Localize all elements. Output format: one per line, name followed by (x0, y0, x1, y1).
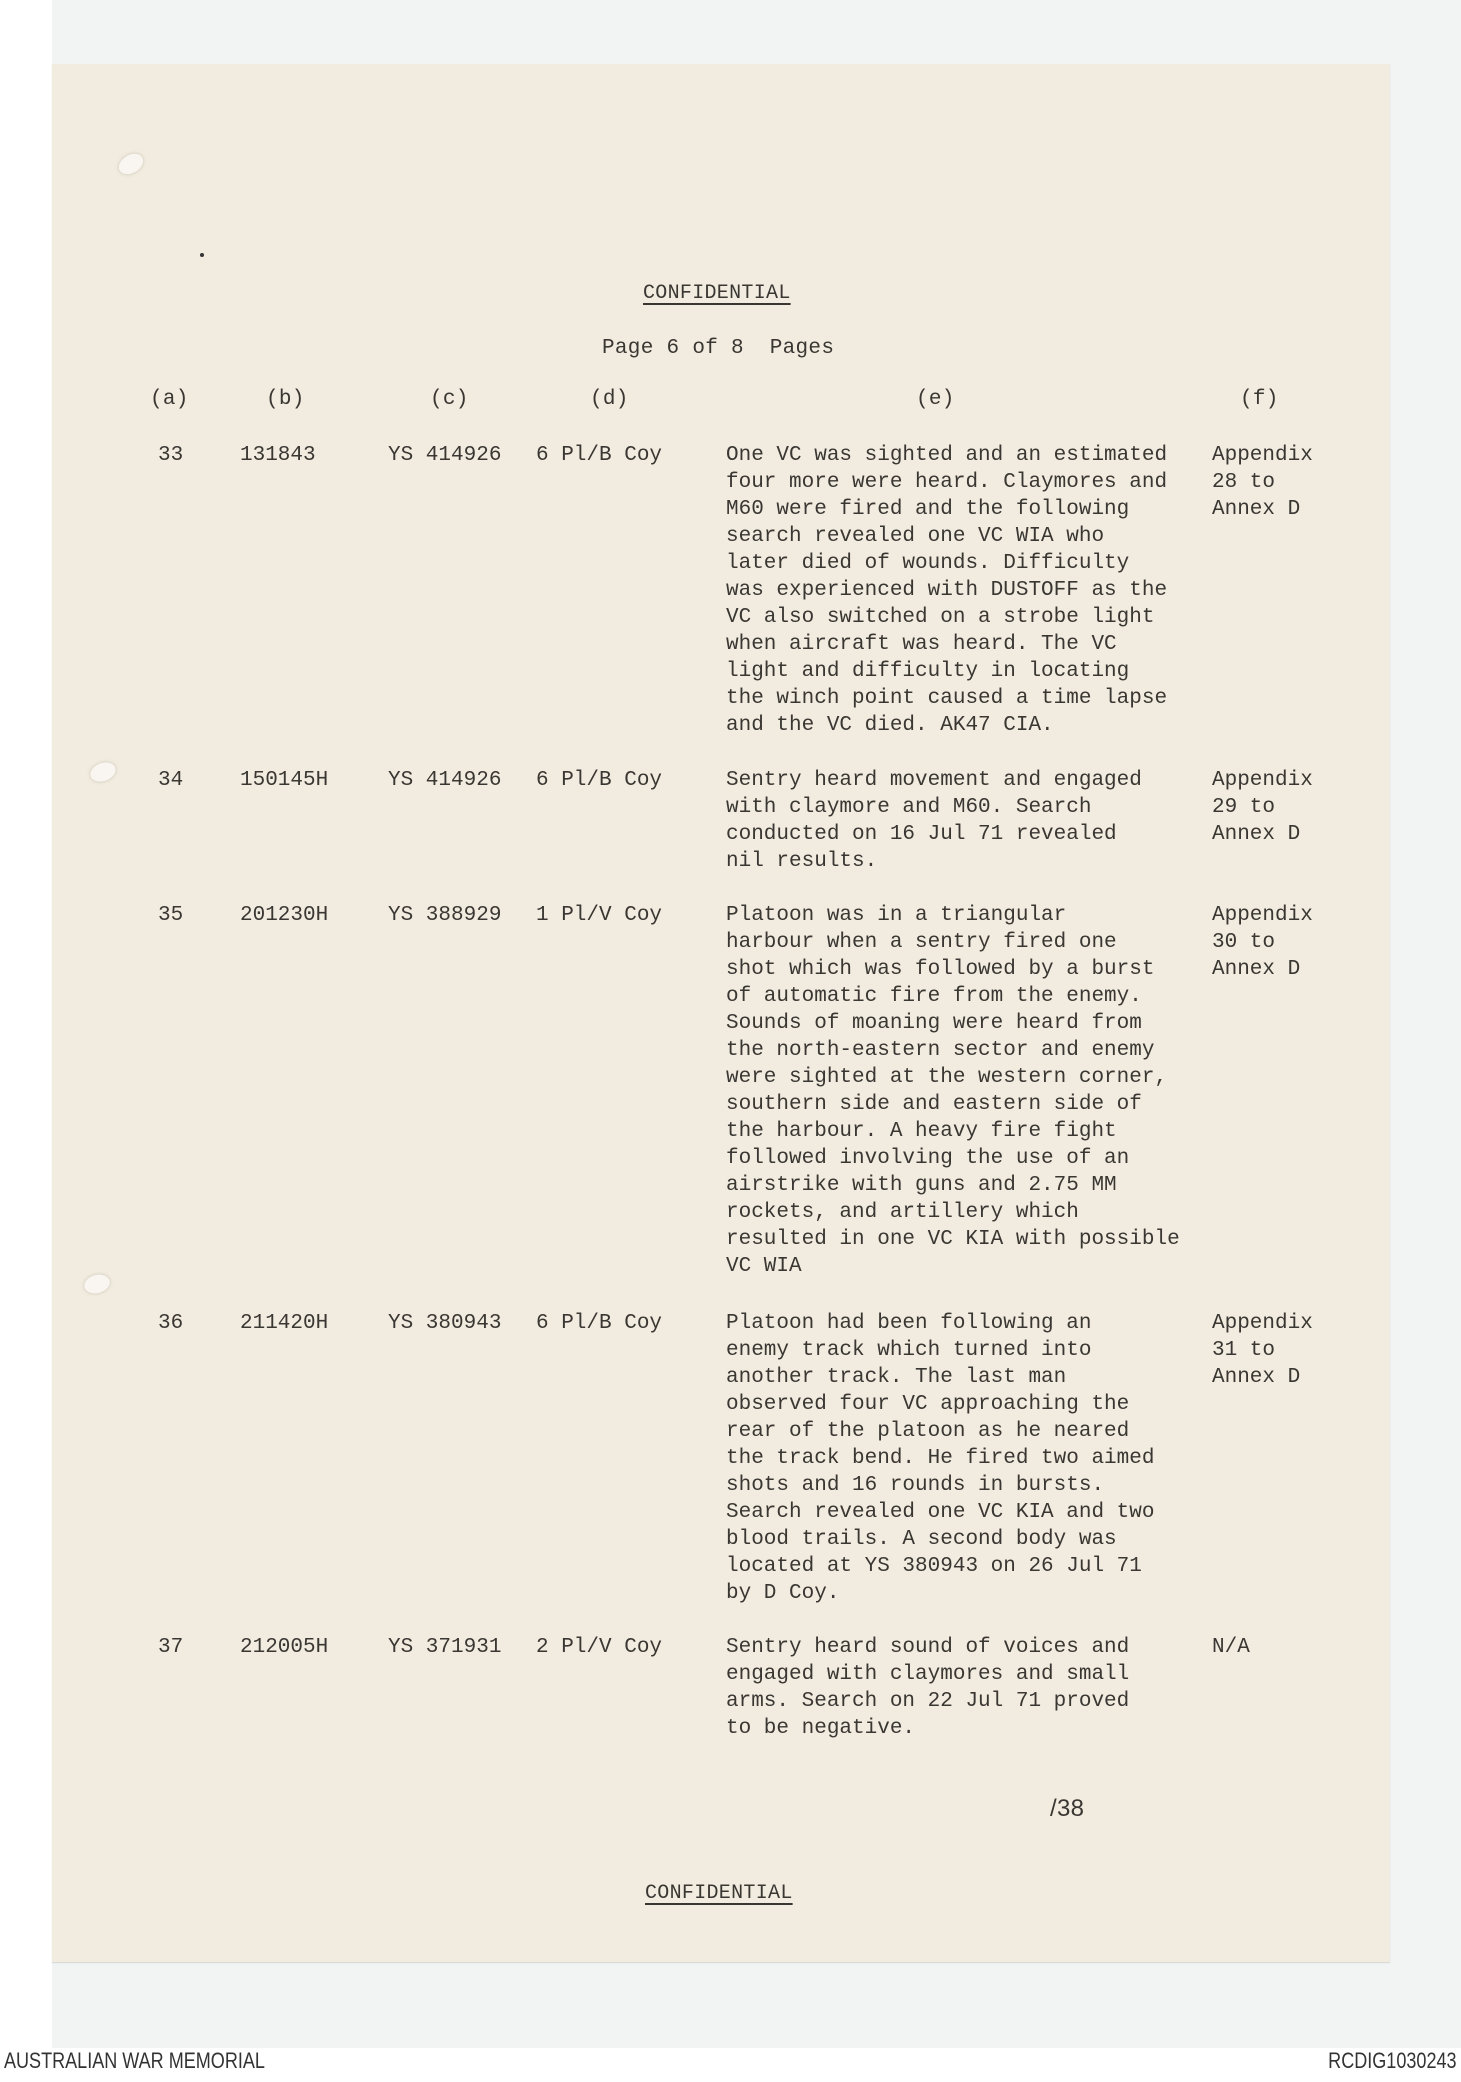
column-header-b: (b) (266, 388, 305, 411)
description-line: Search revealed one VC KIA and two (726, 1501, 1155, 1524)
description-line: light and difficulty in locating (726, 660, 1130, 683)
description-line: by D Coy. (726, 1582, 840, 1605)
reference-line: 29 to (1212, 796, 1276, 819)
dtg-cell: 201230H (240, 904, 329, 927)
description-line: enemy track which turned into (726, 1339, 1092, 1362)
dtg-cell: 131843 (240, 444, 316, 467)
description-line: when aircraft was heard. The VC (726, 633, 1117, 656)
description-line: and the VC died. AK47 CIA. (726, 714, 1054, 737)
grid-ref-cell: YS 380943 (388, 1312, 502, 1335)
description-line: with claymore and M60. Search (726, 796, 1092, 819)
reference-line: N/A (1212, 1636, 1250, 1659)
reference-line: 31 to (1212, 1339, 1276, 1362)
continuation-marker: /38 (1050, 1795, 1085, 1822)
reference-line: Annex D (1212, 958, 1301, 981)
unit-cell: 1 Pl/V Coy (536, 904, 663, 927)
description-line: Platoon was in a triangular (726, 904, 1067, 927)
description-line: shot which was followed by a burst (726, 958, 1155, 981)
description-line: four more were heard. Claymores and (726, 471, 1168, 494)
description-line: the harbour. A heavy fire fight (726, 1120, 1117, 1143)
archive-institution: AUSTRALIAN WAR MEMORIAL (4, 2048, 265, 2073)
column-header-d: (d) (590, 388, 629, 411)
description-line: One VC was sighted and an estimated (726, 444, 1168, 467)
reference-line: Annex D (1212, 823, 1301, 846)
unit-cell: 2 Pl/V Coy (536, 1636, 663, 1659)
description-line: rockets, and artillery which (726, 1201, 1079, 1224)
page-indicator: Page 6 of 8 Pages (602, 337, 835, 360)
reference-line: Annex D (1212, 498, 1301, 521)
description-line: the winch point caused a time lapse (726, 687, 1168, 710)
description-line: arms. Search on 22 Jul 71 proved (726, 1690, 1130, 1713)
description-line: Platoon had been following an (726, 1312, 1092, 1335)
column-header-c: (c) (430, 388, 469, 411)
serial-cell: 35 (158, 904, 184, 927)
archive-item-id: RCDIG1030243 (1328, 2048, 1457, 2073)
grid-ref-cell: YS 414926 (388, 769, 502, 792)
reference-line: Appendix (1212, 769, 1313, 792)
description-line: search revealed one VC WIA who (726, 525, 1105, 548)
reference-cell (1212, 902, 1313, 983)
grid-ref-cell: YS 388929 (388, 904, 502, 927)
reference-cell (1212, 442, 1313, 523)
description-line: followed involving the use of an (726, 1147, 1130, 1170)
description-cell (726, 902, 1180, 1280)
description-line: of automatic fire from the enemy. (726, 985, 1142, 1008)
description-line: the track bend. He fired two aimed (726, 1447, 1155, 1470)
description-line: airstrike with guns and 2.75 MM (726, 1174, 1117, 1197)
column-header-a: (a) (150, 388, 189, 411)
description-line: located at YS 380943 on 26 Jul 71 (726, 1555, 1142, 1578)
reference-line: Appendix (1212, 444, 1313, 467)
reference-line: 28 to (1212, 471, 1276, 494)
reference-cell (1212, 767, 1313, 848)
description-cell (726, 1634, 1129, 1742)
serial-cell: 34 (158, 769, 184, 792)
description-cell (726, 442, 1167, 739)
description-line: resulted in one VC KIA with possible (726, 1228, 1180, 1251)
description-line: VC WIA (726, 1255, 802, 1278)
unit-cell: 6 Pl/B Coy (536, 769, 663, 792)
grid-ref-cell: YS 371931 (388, 1636, 502, 1659)
description-line: another track. The last man (726, 1366, 1067, 1389)
description-line: Sounds of moaning were heard from (726, 1012, 1142, 1035)
classification-header: CONFIDENTIAL (643, 282, 791, 305)
description-line: the north-eastern sector and enemy (726, 1039, 1155, 1062)
dtg-cell: 150145H (240, 769, 329, 792)
description-line: shots and 16 rounds in bursts. (726, 1474, 1105, 1497)
description-line: engaged with claymores and small (726, 1663, 1130, 1686)
unit-cell: 6 Pl/B Coy (536, 1312, 663, 1335)
column-header-f: (f) (1240, 388, 1279, 411)
description-line: conducted on 16 Jul 71 revealed (726, 823, 1117, 846)
unit-cell: 6 Pl/B Coy (536, 444, 663, 467)
description-line: M60 were fired and the following (726, 498, 1130, 521)
reference-line: Annex D (1212, 1366, 1301, 1389)
column-header-e: (e) (916, 388, 955, 411)
ink-dot (200, 253, 204, 257)
description-line: to be negative. (726, 1717, 916, 1740)
reference-line: Appendix (1212, 904, 1313, 927)
serial-cell: 37 (158, 1636, 184, 1659)
dtg-cell: 211420H (240, 1312, 329, 1335)
grid-ref-cell: YS 414926 (388, 444, 502, 467)
description-line: nil results. (726, 850, 878, 873)
classification-footer: CONFIDENTIAL (645, 1882, 793, 1905)
serial-cell: 33 (158, 444, 184, 467)
description-line: Sentry heard movement and engaged (726, 769, 1142, 792)
reference-cell (1212, 1634, 1250, 1661)
serial-cell: 36 (158, 1312, 184, 1335)
description-line: observed four VC approaching the (726, 1393, 1130, 1416)
description-line: VC also switched on a strobe light (726, 606, 1155, 629)
description-line: harbour when a sentry fired one (726, 931, 1117, 954)
reference-cell (1212, 1310, 1313, 1391)
description-line: blood trails. A second body was (726, 1528, 1117, 1551)
reference-line: 30 to (1212, 931, 1276, 954)
description-line: were sighted at the western corner, (726, 1066, 1168, 1089)
description-line: southern side and eastern side of (726, 1093, 1142, 1116)
reference-line: Appendix (1212, 1312, 1313, 1335)
description-line: was experienced with DUSTOFF as the (726, 579, 1168, 602)
description-line: Sentry heard sound of voices and (726, 1636, 1130, 1659)
description-cell (726, 767, 1142, 875)
description-cell (726, 1310, 1154, 1607)
dtg-cell: 212005H (240, 1636, 329, 1659)
description-line: rear of the platoon as he neared (726, 1420, 1130, 1443)
description-line: later died of wounds. Difficulty (726, 552, 1130, 575)
